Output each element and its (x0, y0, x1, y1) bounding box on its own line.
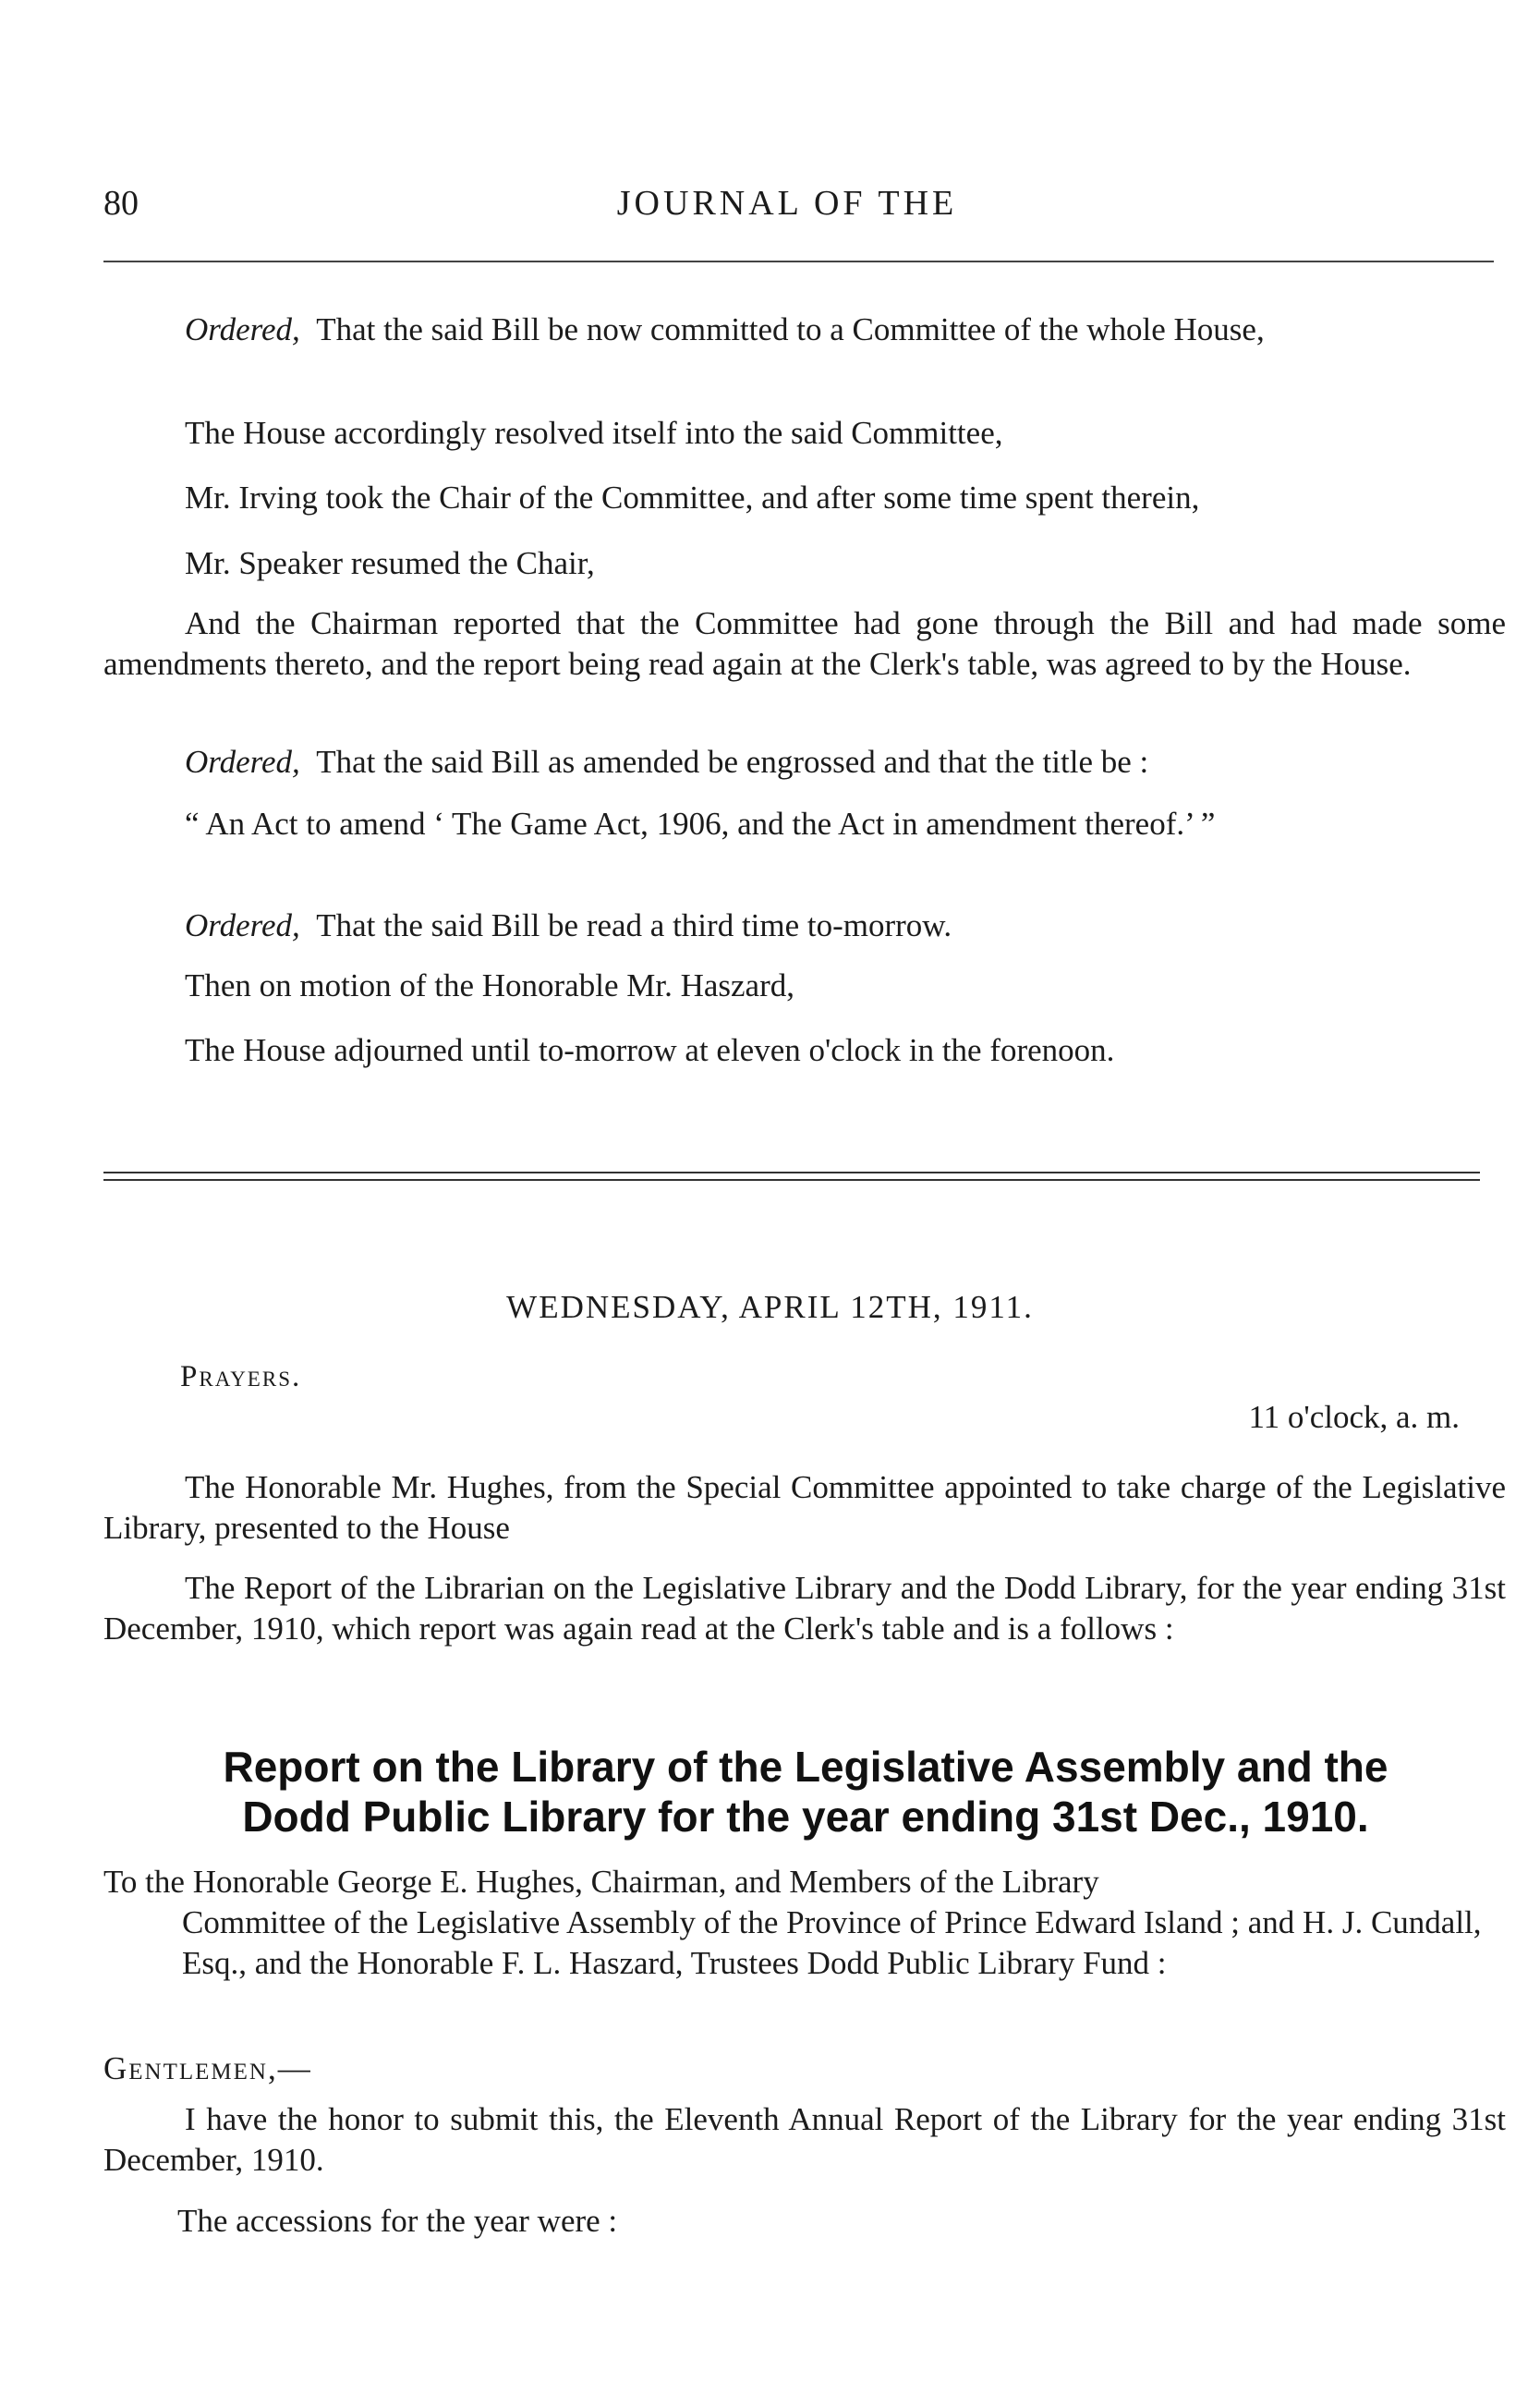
paragraph-hughes (103, 1467, 1506, 1549)
ordered-label: Ordered, (185, 744, 300, 780)
paragraph-chairman-report (103, 603, 1506, 685)
paragraph-third-reading (185, 906, 1506, 946)
paragraph-text: That the said Bill be now committed to a Committee of the whole House, (316, 311, 1265, 347)
paragraph-irving: Mr. Irving took the Chair of the Committee, and after some time spent therein, (185, 480, 1200, 516)
paragraph-text: “ An Act to amend ‘ The Game Act, 1906, and the Act in amendment thereof.’ ” (185, 806, 1216, 842)
paragraph-motion: Then on motion of the Honorable Mr. Haszard, (185, 967, 794, 1003)
paragraph-text: The Honorable Mr. Hughes, from the Special Committee appointed to take charge of the Legislative Library, presented to the House (103, 1469, 1506, 1546)
paragraph-act-title (103, 804, 1506, 845)
paragraph-resolved: The House accordingly resolved itself into the said Committee, (185, 415, 1003, 451)
sitting-date: WEDNESDAY, APRIL 12TH, 1911. (506, 1289, 1034, 1325)
salutation: Gentlemen,— (103, 2050, 312, 2086)
address-continuation: Committee of the Legislative Assembly of the Province of Prince Edward Island ; and H. J. Cundall, Esq., and the Honorable F. L. Haszard, Trustees Dodd Public Library Fund : (182, 1904, 1482, 1981)
divider-line (103, 1172, 1480, 1173)
paragraph-text: I have the honor to submit this, the Eleventh Annual Report of the Library for the year ending 31st December, 1910. (103, 2101, 1506, 2178)
report-title-line: Dodd Public Library for the year ending 31st Dec., 1910. (242, 1793, 1369, 1841)
page-number: 80 (103, 184, 139, 223)
paragraph-text: The Report of the Librarian on the Legislative Library and the Dodd Library, for the year ending 31st December, 1910, which report was again read at the Clerk's table and is a follows : (103, 1570, 1506, 1647)
paragraph-committed (103, 310, 1506, 350)
report-title (103, 1742, 1508, 1842)
divider-line (103, 1179, 1480, 1181)
header-rule (103, 261, 1494, 262)
paragraph-accessions: The accessions for the year were : (177, 2203, 618, 2239)
journal-title: JOURNAL OF THE (616, 184, 958, 223)
paragraph-engrossed (185, 742, 1506, 783)
section-divider (103, 1172, 1480, 1186)
report-title-line: Report on the Library of the Legislative Assembly and the (223, 1743, 1388, 1791)
running-head (103, 183, 1471, 231)
paragraph-librarian-report (103, 1568, 1506, 1649)
paragraph-text: And the Chairman reported that the Committee had gone through the Bill and had made some amendments thereto, and the report being read again at the Clerk's table, was agreed to by the House. (103, 605, 1506, 682)
sitting-time: 11 o'clock, a. m. (1248, 1399, 1460, 1435)
ordered-label: Ordered, (185, 311, 300, 347)
prayers-label: Prayers. (180, 1360, 302, 1393)
report-address (103, 1862, 1508, 1984)
paragraph-adjourned: The House adjourned until to-morrow at eleven o'clock in the forenoon. (185, 1032, 1115, 1068)
paragraph-text: That the said Bill as amended be engrossed and that the title be : (316, 744, 1149, 780)
address-first-line: To the Honorable George E. Hughes, Chairman, and Members of the Library (103, 1864, 1099, 1900)
ordered-label: Ordered, (185, 907, 300, 943)
paragraph-submit (103, 2099, 1506, 2181)
paragraph-text: That the said Bill be read a third time to-morrow. (316, 907, 952, 943)
paragraph-speaker: Mr. Speaker resumed the Chair, (185, 545, 595, 581)
